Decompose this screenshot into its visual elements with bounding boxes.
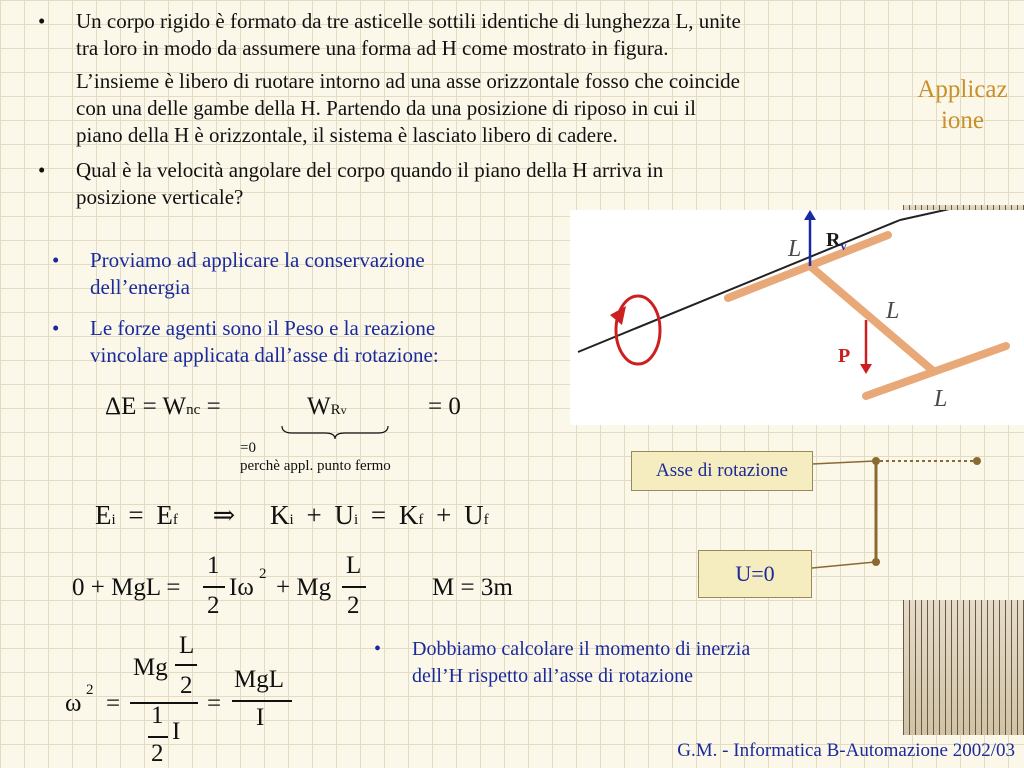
eq4-mg: Mg <box>133 654 168 681</box>
bullet-dot: • <box>374 638 382 660</box>
bullet-problem-intro <box>38 8 898 62</box>
eq2-ei: E <box>95 500 112 530</box>
bullet-line: tra loro in modo da assumere una forma ad H come mostrato in figura. <box>76 36 669 60</box>
bullet-line: Dobbiamo calcolare il momento di inerzia <box>412 638 751 660</box>
bullet-problem-setup <box>38 68 898 149</box>
eq4-equals: = <box>106 690 121 717</box>
eq2-sub-f: f <box>172 512 178 528</box>
fraction-bar <box>175 664 197 666</box>
bullet-line: dell’H rispetto all’asse di rotazione <box>412 665 694 687</box>
eq2-plus: + <box>306 500 322 530</box>
eq2-sub-f: f <box>418 512 424 528</box>
eq1-wr-subsub: v <box>340 403 347 417</box>
eq4-equals-2: = <box>207 690 222 717</box>
bullet-line: posizione verticale? <box>76 185 244 209</box>
bullet-line: Le forze agenti sono il Peso e la reazione <box>90 316 436 340</box>
eq1-wr: W <box>307 393 331 420</box>
brace-note-zero: =0 <box>240 440 256 456</box>
eq1-w-rv <box>307 393 347 421</box>
eq4-half-num: 1 <box>151 702 164 729</box>
eq1-equals-2: = <box>206 393 221 420</box>
eq2-sub-i: i <box>111 512 116 528</box>
eq3-i-omega: Iω <box>229 574 254 601</box>
eq3-mass-relation: M = 3m <box>432 574 513 601</box>
h-body-figure <box>570 210 1024 425</box>
eq1-delta-e: ΔE <box>105 393 137 420</box>
eq4-l-num: L <box>179 632 195 659</box>
eq3-frac-l-den: 2 <box>347 592 360 619</box>
bullet-line: L’insieme è libero di ruotare intorno ad una asse orizzontale fosso che coincide <box>76 69 740 93</box>
slide-title <box>905 74 1020 136</box>
eq4-i: I <box>172 718 181 745</box>
eq1-wr-sub: R <box>330 402 341 418</box>
bullet-dot: • <box>38 9 46 33</box>
h-crossbar <box>810 266 932 370</box>
bullet-dot: • <box>52 248 60 272</box>
label-l-middle: L <box>886 298 900 324</box>
eq3-frac-l-num: L <box>346 552 362 579</box>
rotation-axis <box>578 220 900 352</box>
implies-arrow: ⇒ <box>212 500 236 530</box>
eq3-frac-half-den: 2 <box>207 592 220 619</box>
eq2-uf: U <box>464 500 484 530</box>
axis-extension <box>900 210 990 220</box>
eq2-ef: E <box>156 500 173 530</box>
fraction-bar <box>342 586 366 588</box>
eq3-frac-half-num: 1 <box>207 552 220 579</box>
main-fraction-bar <box>130 702 198 704</box>
fraction-bar <box>232 700 292 702</box>
eq4-half-den: 2 <box>151 740 164 767</box>
eq2-ki: K <box>270 500 290 530</box>
eq4-squared: 2 <box>86 682 94 698</box>
axis-rotation-label: Asse di rotazione <box>631 451 813 491</box>
eq3-plus-mg: + Mg <box>276 574 332 601</box>
eq4-mgl: MgL <box>234 666 284 693</box>
brace-note-reason: perchè appl. punto fermo <box>240 458 391 474</box>
bullet-dot: • <box>38 158 46 182</box>
bullet-line: Proviamo ad applicare la conservazione <box>90 248 425 272</box>
bullet-energy <box>52 247 552 301</box>
u-zero-label: U=0 <box>698 550 812 598</box>
eq3-left: 0 + MgL = <box>72 574 181 601</box>
base-dot <box>872 558 880 566</box>
eq4-l-den: 2 <box>180 672 193 699</box>
eq2-equals: = <box>128 500 144 530</box>
eq2-sub-i: i <box>353 512 359 528</box>
eq1-w: W <box>162 393 187 420</box>
eq4-i-den: I <box>256 704 265 731</box>
p-arrowhead-icon <box>860 364 872 374</box>
eq1-equals: = <box>142 393 157 420</box>
eq2-ui: U <box>334 500 354 530</box>
axis-end-dot <box>973 457 981 465</box>
bullet-line: Qual è la velocità angolare del corpo quando il piano della H arriva in <box>76 158 664 182</box>
u0-pointer-line <box>812 562 875 568</box>
footer-credit: G.M. - Informatica B-Automazione 2002/03 <box>677 740 1015 761</box>
eq2-sub-i: i <box>289 512 294 528</box>
decorative-ruler-bottom <box>903 600 1024 735</box>
equation-energy-conservation <box>95 500 489 531</box>
axis-pointer-line <box>812 461 875 464</box>
underbrace <box>280 424 390 440</box>
rv-arrowhead-icon <box>804 210 816 220</box>
bullet-problem-question <box>38 157 898 211</box>
slide-title-line2: ione <box>940 107 985 134</box>
eq4-omega: ω <box>65 690 82 717</box>
bullet-dot: • <box>52 316 60 340</box>
slide-title-line1: Applicaz <box>917 76 1008 103</box>
label-l-top: L <box>788 236 802 262</box>
rotation-arrow-icon <box>616 296 660 364</box>
fraction-bar <box>203 586 225 588</box>
eq2-equals: = <box>370 500 387 530</box>
bullet-line: dell’energia <box>90 275 190 299</box>
bullet-inertia <box>374 636 864 690</box>
eq2-kf: K <box>398 500 419 530</box>
bullet-forces <box>52 315 552 369</box>
bullet-line: con una delle gambe della H. Partendo da una posizione di riposo in cui il <box>76 96 696 120</box>
label-l-bottom: L <box>934 386 948 412</box>
eq2-plus: + <box>436 500 452 530</box>
eq2-sub-f: f <box>483 512 489 528</box>
eq1-w-sub: nc <box>186 402 201 418</box>
label-rv: $R_v$ <box>826 229 847 253</box>
eq3-squared: 2 <box>259 566 267 582</box>
eq1-zero: = 0 <box>428 393 461 420</box>
bullet-line: piano della H è orizzontale, il sistema è lasciato libero di cadere. <box>76 123 618 147</box>
bullet-line: Un corpo rigido è formato da tre asticelle sottili identiche di lunghezza L, unite <box>76 9 741 33</box>
pivot-dot <box>872 457 880 465</box>
fraction-bar <box>148 736 168 738</box>
label-p: P <box>838 345 851 367</box>
bullet-line: vincolare applicata dall’asse di rotazione: <box>90 343 439 367</box>
